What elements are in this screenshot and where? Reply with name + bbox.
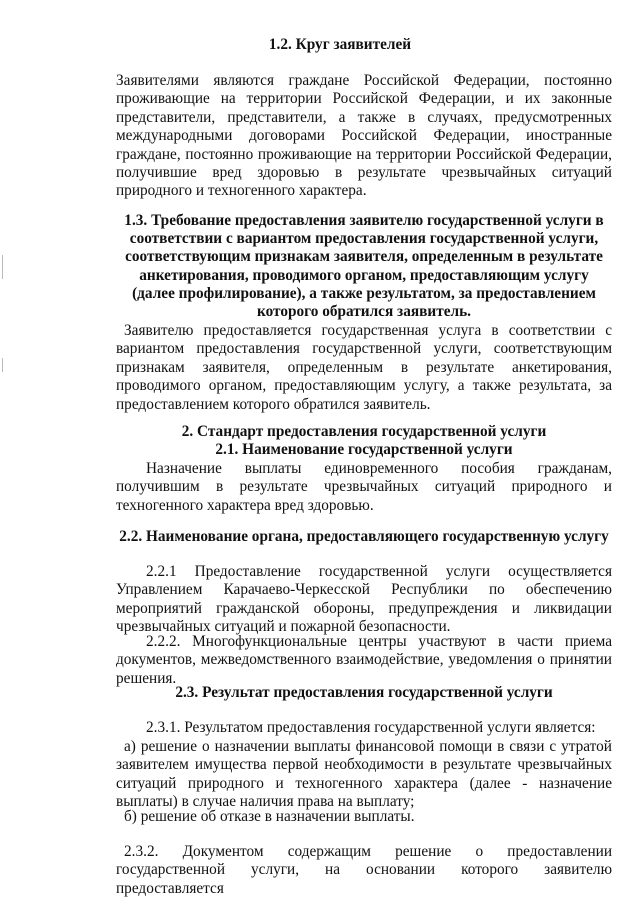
paragraph-1-3: Заявителю предоставляется государственная услуга в соответствии с вариантом предоставления государственной услуги, соответствующим признакам заявителя, определенным в результате анкетирования, проводимого органом, предоставляющим услугу, а также результата, за предоставлением которого обратился заявитель. [116, 322, 612, 413]
paragraph-1-2-text: Заявителями являются граждане Российской Федерации, постоянно проживающие на территории Российской Федерации, и их законные представители, представители, а также в случаях, предусмотренных международными договорами Российской Федерации, иностранные граждане, постоянно проживающие на территории Российской Федерации, получившие вред здоровью в результате чрезвычайных ситуаций природного и техногенного характера. [116, 72, 612, 200]
scan-edge-mark [2, 255, 3, 279]
heading-2: 2. Стандарт предоставления государственной услуги [181, 423, 547, 440]
heading-2-2: 2.2. Наименование органа, предоставляющего государственную услугу [119, 528, 609, 545]
heading-2-3: 2.3. Результат предоставления государственной услуги [175, 684, 553, 701]
paragraph-2-3-1: 2.3.1. Результатом предоставления государственной услуги является: [146, 719, 596, 736]
paragraph-1-2 [116, 72, 612, 201]
paragraph-2-3-1-a: а) решение о назначении выплаты финансовой помощи в связи с утратой заявителем имущества первой необходимости в результате чрезвычайных ситуаций природного и техногенного характера (далее - назначение выплаты) в случае наличия права на выплату; [116, 738, 612, 811]
scan-edge-mark [2, 358, 3, 372]
heading-1-3: 1.3. Требование предоставления заявителю государственной услуги в соответствии с вариантом предоставления государственной услуги, соответствующим признакам заявителя, определенным в результате анкетирования, проводимого органом, предоставляющим услугу (далее профилирование), а также результатом, за предоставлением которого обратился заявитель. [124, 212, 604, 321]
paragraph-2-3-2: 2.3.2. Документом содержащим решение о предоставлении государственной услуги, на основании которого заявителю предоставляется [116, 843, 612, 897]
paragraph-2-2-2: 2.2.2. Многофункциональные центры участвуют в части приема документов, межведомственного взаимодействие, уведомления о принятии решения. [116, 633, 612, 687]
heading-2-1: 2.1. Наименование государственной услуги [215, 441, 513, 458]
paragraph-2-1: Назначение выплаты единовременного пособия гражданам, получившим в результате чрезвычайных ситуаций природного и техногенного характера вред здоровью. [116, 460, 612, 514]
paragraph-2-2-1: 2.2.1 Предоставление государственной услуги осуществляется Управлением Карачаево-Черкесской Республики по обеспечению мероприятий гражданской обороны, предупреждения и ликвидации чрезвычайных ситуаций и пожарной безопасности. [116, 563, 612, 636]
paragraph-2-3-1-b: б) решение об отказе в назначении выплаты. [124, 808, 415, 825]
heading-1-2: 1.2. Круг заявителей [268, 36, 412, 53]
